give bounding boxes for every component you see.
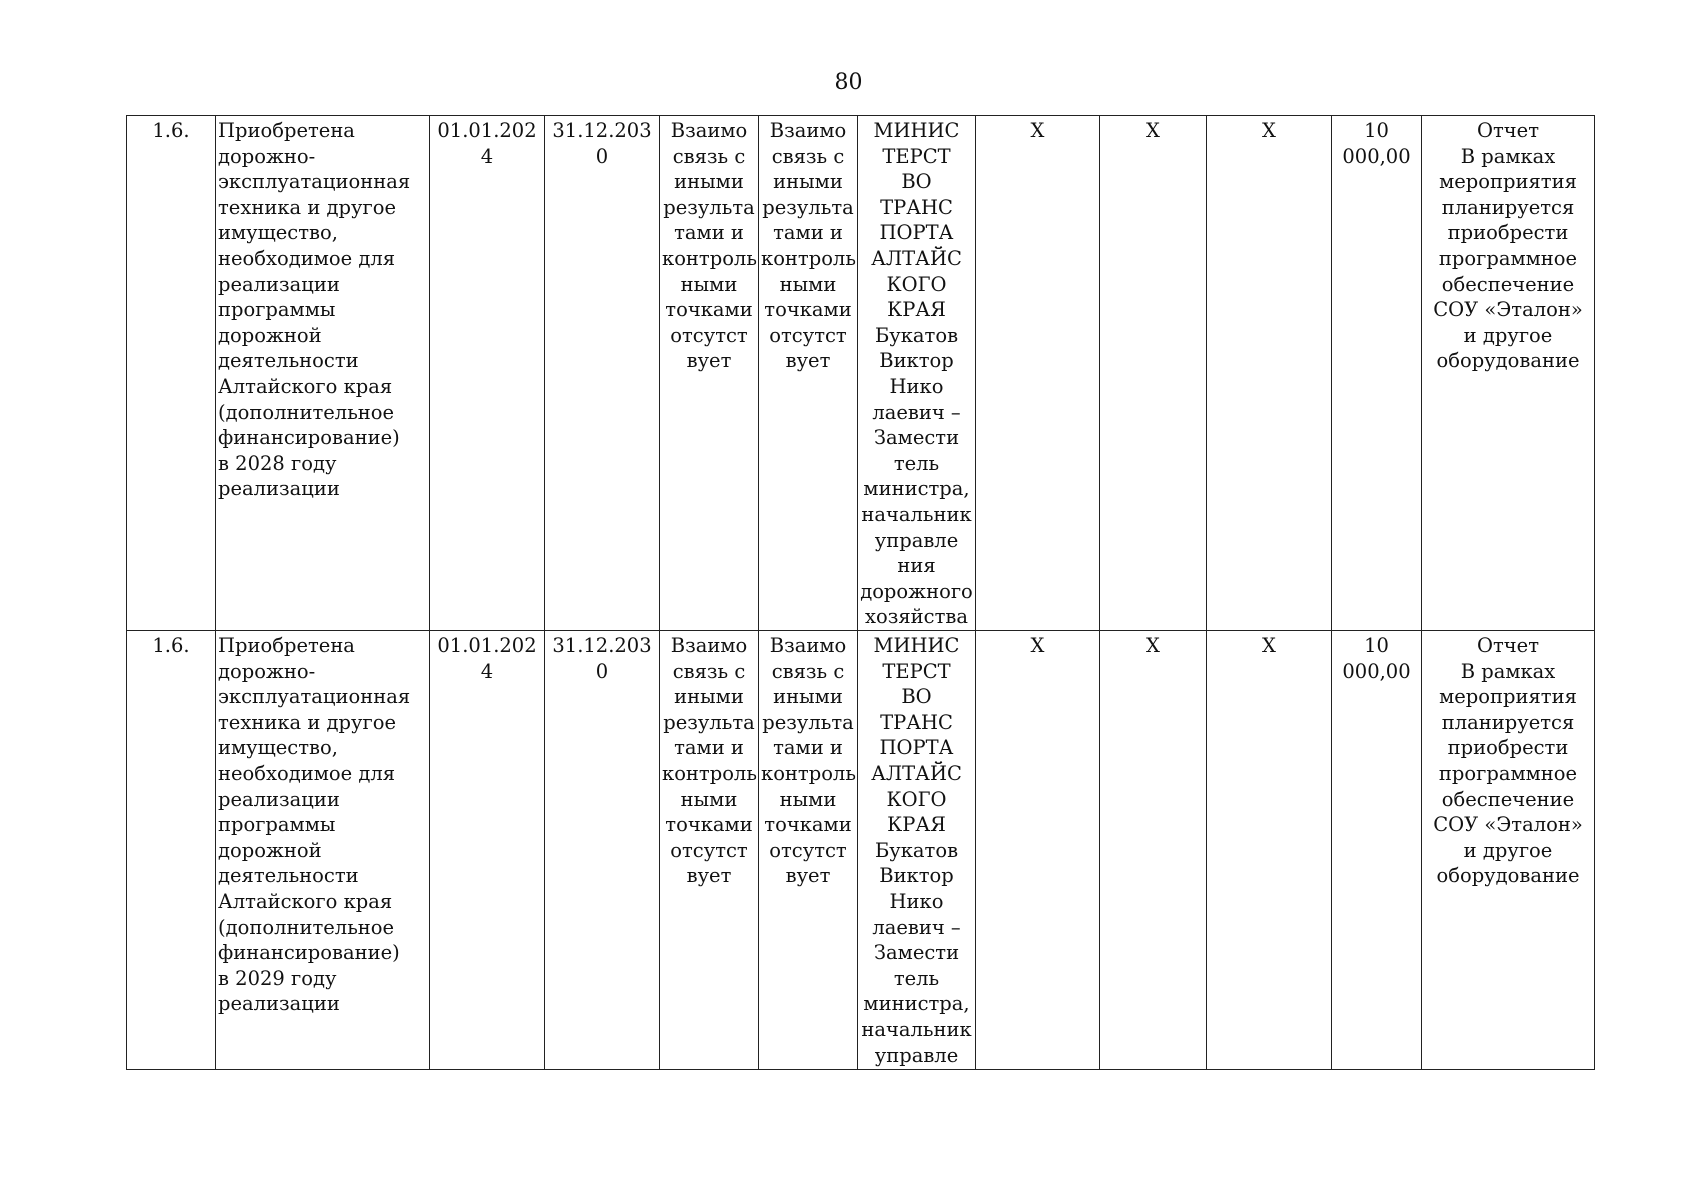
cell-line: реализации (218, 272, 340, 296)
cell-line: вует (785, 864, 831, 888)
responsible-cell (858, 631, 976, 1070)
cell-line: техника и другое (218, 710, 396, 734)
cell-line: связь с (672, 144, 746, 168)
cell-line: и другое (1463, 323, 1553, 347)
cell-line: СОУ «Эталон» (1433, 298, 1583, 322)
cell-line: контроль (761, 761, 856, 785)
cell-line: иными (674, 170, 744, 194)
cell-line: Взаимо (769, 119, 847, 142)
start-date: 01.01.2024 (437, 119, 537, 168)
cell-line: результа (762, 195, 854, 219)
cell-line: Взаимо (670, 119, 748, 142)
page-number: 80 (834, 70, 863, 95)
cell-line: контроль (662, 761, 757, 785)
cell-line: управле (874, 1043, 959, 1067)
cell-line: в 2029 году (218, 966, 337, 990)
cell-line: Взаимо (670, 634, 748, 657)
cell-line: имущество, (218, 221, 338, 245)
cell-line: 10 (1364, 119, 1389, 142)
cell-line: точками (764, 813, 852, 837)
relation-cell (660, 631, 759, 1070)
cell-line: финансирование) (218, 426, 400, 450)
cell-line: контроль (662, 246, 757, 270)
cell-line: ТРАНС (880, 710, 953, 734)
cell-line: дорожного (860, 579, 973, 603)
x-cell (976, 116, 1100, 631)
cell-line: связь с (672, 659, 746, 683)
cell-line: отсутст (670, 323, 748, 347)
activity-name-cell (216, 631, 430, 1070)
cell-line: (дополнительное (218, 400, 395, 424)
cell-line: КОГО (886, 787, 947, 811)
cell-line: ТРАНС (880, 195, 953, 219)
cell-line: оборудование (1436, 349, 1580, 373)
cell-line: мероприятия (1439, 685, 1577, 709)
cell-line: планируется (1441, 195, 1575, 219)
cell-line: контроль (761, 246, 856, 270)
cell-line: необходимое для (218, 761, 396, 785)
cell-line: результа (762, 710, 854, 734)
table-row (127, 116, 1595, 631)
cell-line: реализации (218, 477, 340, 501)
cell-line: точками (665, 298, 753, 322)
row-number: 1.6. (152, 119, 190, 142)
x-cell (1100, 631, 1207, 1070)
cell-line: приобрести (1447, 221, 1569, 245)
activities-table (126, 115, 1595, 1070)
cell-line: связь с (771, 144, 845, 168)
cell-line: ными (779, 272, 837, 296)
cell-line: ПОРТА (879, 221, 954, 245)
relation-cell (660, 116, 759, 631)
x-mark: X (1030, 119, 1045, 142)
cell-line: результа (663, 710, 755, 734)
cell-line: техника и другое (218, 195, 396, 219)
cell-line: программы (218, 813, 336, 837)
cell-line: МИНИС (873, 119, 960, 142)
start-date: 01.01.2024 (437, 634, 537, 683)
cell-line: финансирование) (218, 941, 400, 965)
cell-line: В рамках (1460, 659, 1556, 683)
cell-line: Отчет (1477, 119, 1539, 142)
cell-line: лаевич – (872, 400, 961, 424)
cell-line: дорожно- (218, 659, 316, 683)
cell-line: эксплуатационная (218, 685, 411, 709)
cell-line: КРАЯ (887, 298, 946, 322)
cell-line: Виктор (879, 349, 954, 373)
cell-line: вует (686, 864, 732, 888)
cell-line: вует (785, 349, 831, 373)
cell-line: Отчет (1477, 634, 1539, 657)
x-mark: X (1146, 634, 1160, 657)
activity-name-cell (216, 116, 430, 631)
cell-line: Замести (873, 426, 960, 450)
x-cell (976, 631, 1100, 1070)
table-row (127, 631, 1595, 1070)
cell-line: результа (663, 195, 755, 219)
start-date-cell (430, 116, 545, 631)
cell-line: 10 (1364, 634, 1389, 657)
cell-line: ПОРТА (879, 736, 954, 760)
cell-line: АЛТАЙС (871, 246, 962, 270)
relation-cell (759, 116, 858, 631)
cell-line: реализации (218, 992, 340, 1016)
cell-line: обеспечение (1441, 272, 1575, 296)
cell-line: КРАЯ (887, 813, 946, 837)
cell-line: начальник (861, 1017, 972, 1041)
row-number-cell (127, 631, 216, 1070)
cell-line: 000,00 (1342, 144, 1411, 168)
cell-line: программное (1438, 761, 1578, 785)
cell-line: хозяйства (865, 605, 968, 629)
cell-line: тель (893, 451, 940, 475)
cell-line: Виктор (879, 864, 954, 888)
cell-line: тами и (674, 736, 744, 760)
cell-line: отсутст (769, 838, 847, 862)
cell-line: Алтайского края (218, 889, 393, 913)
cell-line: иными (674, 685, 744, 709)
cell-line: отсутст (769, 323, 847, 347)
cell-line: обеспечение (1441, 787, 1575, 811)
cell-line: Букатов (874, 838, 959, 862)
x-mark: X (1146, 119, 1160, 142)
report-cell (1422, 116, 1595, 631)
x-cell (1207, 116, 1332, 631)
cell-line: АЛТАЙС (871, 761, 962, 785)
cell-line: ВО (901, 170, 932, 194)
x-mark: X (1030, 634, 1045, 657)
cell-line: Приобретена (218, 634, 355, 657)
cell-line: приобрести (1447, 736, 1569, 760)
cell-line: программное (1438, 246, 1578, 270)
cell-line: вует (686, 349, 732, 373)
cell-line: иными (773, 170, 843, 194)
x-mark: X (1262, 634, 1276, 657)
cell-line: лаевич – (872, 915, 961, 939)
cell-line: тами и (674, 221, 744, 245)
end-date: 31.12.2030 (552, 119, 652, 168)
cell-line: В рамках (1460, 144, 1556, 168)
cell-line: необходимое для (218, 246, 396, 270)
cell-line: дорожно- (218, 144, 316, 168)
cell-line: дорожной (218, 838, 322, 862)
cell-line: Алтайского края (218, 374, 393, 398)
end-date-cell (545, 631, 660, 1070)
cell-line: Нико (889, 889, 944, 913)
cell-line: КОГО (886, 272, 947, 296)
cell-line: оборудование (1436, 864, 1580, 888)
cell-line: планируется (1441, 710, 1575, 734)
cell-line: ТЕРСТ (882, 144, 951, 168)
cell-line: МИНИС (873, 634, 960, 657)
cell-line: в 2028 году (218, 451, 337, 475)
cell-line: Замести (873, 941, 960, 965)
cell-line: управле (874, 528, 959, 552)
row-number-cell (127, 116, 216, 631)
responsible-cell (858, 116, 976, 631)
amount-cell (1332, 116, 1422, 631)
cell-line: точками (764, 298, 852, 322)
cell-line: отсутст (670, 838, 748, 862)
cell-line: Взаимо (769, 634, 847, 657)
start-date-cell (430, 631, 545, 1070)
cell-line: ТЕРСТ (882, 659, 951, 683)
cell-line: начальник (861, 502, 972, 526)
cell-line: министра, (863, 992, 970, 1016)
x-cell (1100, 116, 1207, 631)
cell-line: СОУ «Эталон» (1433, 813, 1583, 837)
cell-line: тами и (773, 221, 843, 245)
cell-line: программы (218, 298, 336, 322)
cell-line: точками (665, 813, 753, 837)
row-number: 1.6. (152, 634, 190, 657)
cell-line: деятельности (218, 864, 359, 888)
report-cell (1422, 631, 1595, 1070)
cell-line: (дополнительное (218, 915, 395, 939)
end-date: 31.12.2030 (552, 634, 652, 683)
cell-line: дорожной (218, 323, 322, 347)
cell-line: иными (773, 685, 843, 709)
cell-line: ВО (901, 685, 932, 709)
cell-line: тами и (773, 736, 843, 760)
cell-line: мероприятия (1439, 170, 1577, 194)
cell-line: связь с (771, 659, 845, 683)
cell-line: ными (779, 787, 837, 811)
cell-line: Приобретена (218, 119, 355, 142)
cell-line: Букатов (874, 323, 959, 347)
cell-line: министра, (863, 477, 970, 501)
relation-cell (759, 631, 858, 1070)
cell-line: ными (680, 787, 738, 811)
cell-line: имущество, (218, 736, 338, 760)
amount-cell (1332, 631, 1422, 1070)
cell-line: тель (893, 966, 940, 990)
x-mark: X (1262, 119, 1276, 142)
cell-line: реализации (218, 787, 340, 811)
cell-line: 000,00 (1342, 659, 1411, 683)
cell-line: ния (897, 554, 936, 578)
cell-line: деятельности (218, 349, 359, 373)
cell-line: Нико (889, 374, 944, 398)
cell-line: ными (680, 272, 738, 296)
cell-line: и другое (1463, 838, 1553, 862)
cell-line: эксплуатационная (218, 170, 411, 194)
x-cell (1207, 631, 1332, 1070)
end-date-cell (545, 116, 660, 631)
